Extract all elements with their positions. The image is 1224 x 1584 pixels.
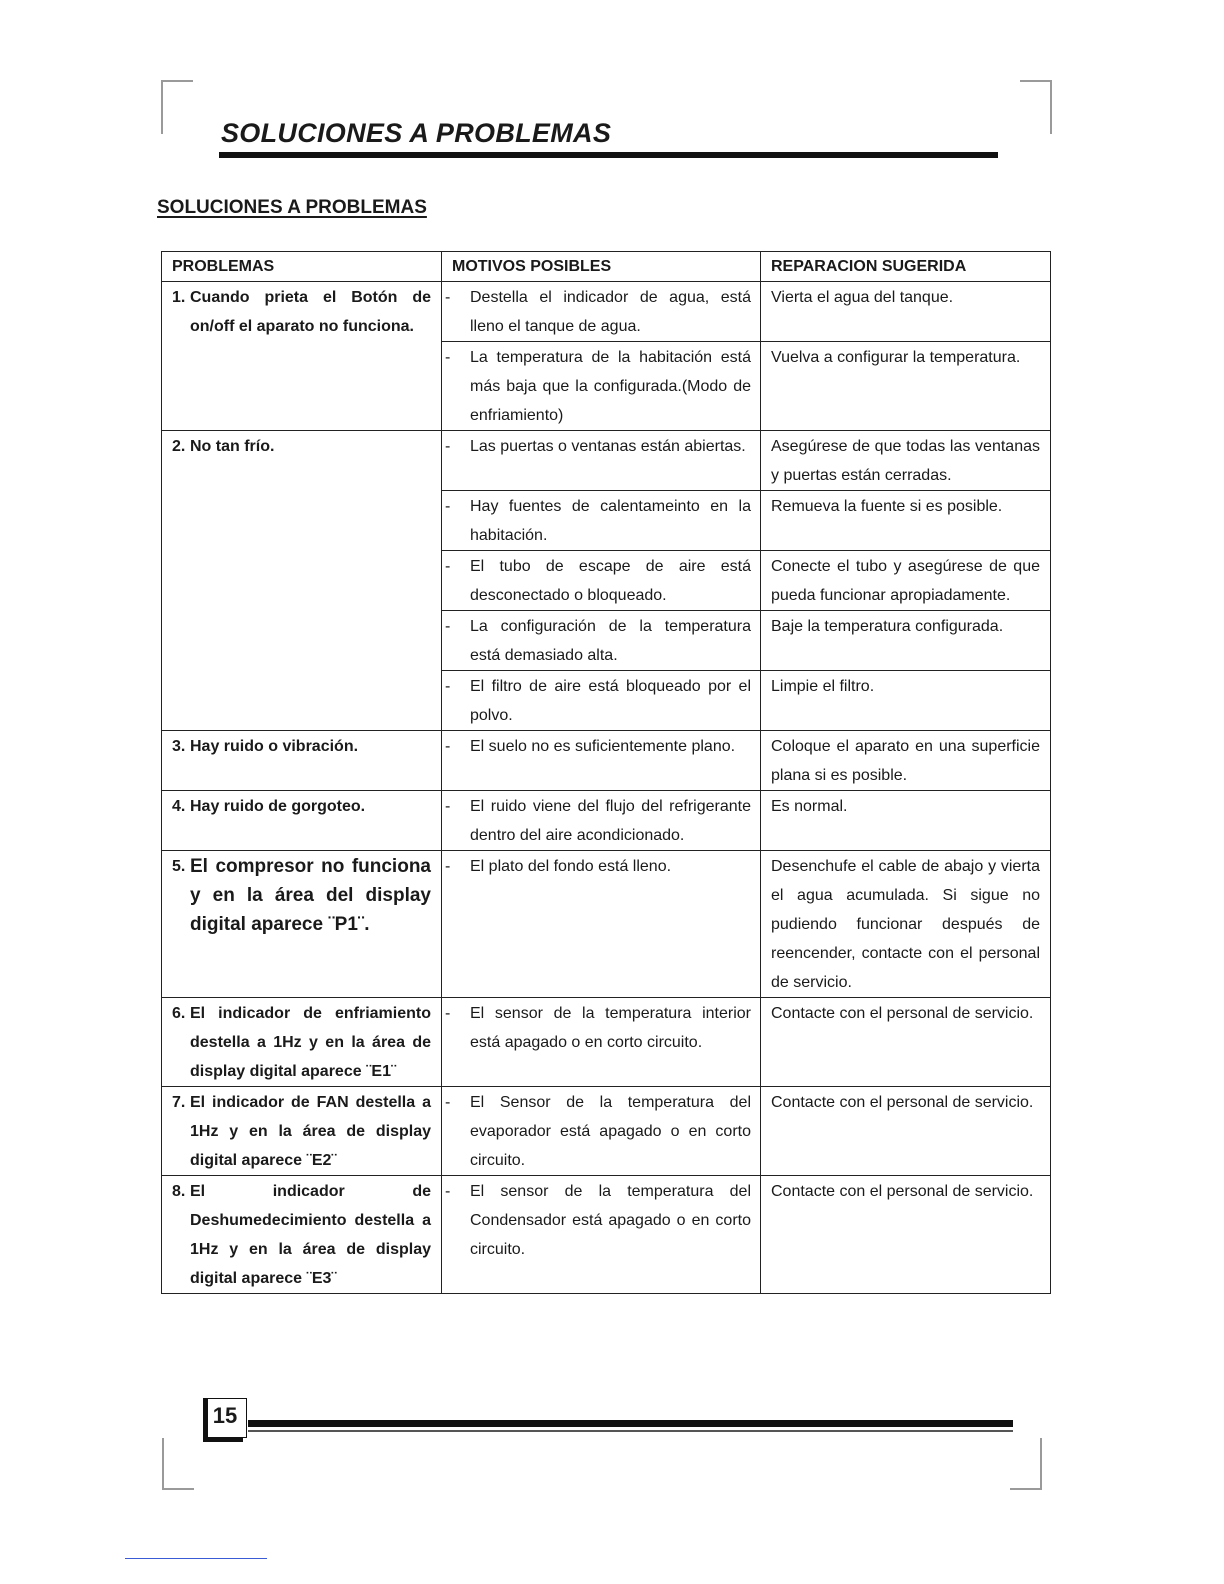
repair-cell: Contacte con el personal de servicio. [761,998,1051,1087]
repair-cell: Contacte con el personal de servicio. [761,1176,1051,1294]
problem-number: 2. [172,438,186,455]
cause-cell: - El Sensor de la temperatura del evaporador está apagado o en corto circuito. [442,1087,761,1176]
cause-text: El Sensor de la temperatura del evaporador está apagado o en corto circuito. [470,1094,751,1169]
problem-text: El compresor no funciona y en la área del display digital aparece ¨P1¨. [190,856,431,935]
problem-number: 4. [172,798,186,815]
repair-cell: Remueva la fuente si es posible. [761,491,1051,551]
repair-cell: Vuelva a configurar la temperatura. [761,342,1051,431]
problem-text: El indicador de enfriamiento destella a 1Hz y en la área de display digital aparece ¨E1¨ [190,1005,431,1080]
problem-cell [162,1087,442,1176]
corner-mark-top-right [1020,80,1052,134]
problem-cell [162,1176,442,1294]
table-row [162,791,1051,851]
header-suggested-repair: REPARACION SUGERIDA [761,252,1051,282]
problem-text: El indicador de Deshumedecimiento destella a 1Hz y en la área de display digital aparece ¨E3¨ [190,1183,431,1287]
problem-number: 1. [172,289,186,306]
troubleshooting-table [161,251,1051,1294]
corner-mark-bottom-left [162,1438,194,1490]
page-number: 15 [203,1398,243,1442]
table-row [162,998,1051,1087]
corner-mark-top-left [161,80,193,134]
cause-cell: - El plato del fondo está lleno. [442,851,761,998]
cause-text: Las puertas o ventanas están abiertas. [470,438,746,455]
page-header-title: SOLUCIONES A PROBLEMAS [221,118,612,148]
repair-cell: Vierta el agua del tanque. [761,282,1051,342]
problem-cell [162,998,442,1087]
cause-cell: - El sensor de la temperatura interior está apagado o en corto circuito. [442,998,761,1087]
cause-cell: - El suelo no es suficientemente plano. [442,731,761,791]
repair-cell: Coloque el aparato en una superficie plana si es posible. [761,731,1051,791]
cause-text: El suelo no es suficientemente plano. [470,738,736,755]
header-rule [219,152,998,158]
table-header-row [162,252,1051,282]
cause-cell: - Hay fuentes de calentameinto en la habitación. [442,491,761,551]
repair-cell: Limpie el filtro. [761,671,1051,731]
footer-thin-rule [248,1430,1013,1432]
cause-cell: - El tubo de escape de aire está desconectado o bloqueado. [442,551,761,611]
repair-cell: Es normal. [761,791,1051,851]
cause-text: Hay fuentes de calentameinto en la habitación. [470,498,751,544]
cause-text: El sensor de la temperatura del Condensador está apagado o en corto circuito. [470,1183,751,1258]
problem-number: 6. [172,1005,186,1022]
problem-text: Hay ruido o vibración. [190,738,359,755]
cause-text: El tubo de escape de aire está desconectado o bloqueado. [470,558,751,604]
header-possible-causes: MOTIVOS POSIBLES [442,252,761,282]
problem-number: 7. [172,1094,186,1111]
problem-text: El indicador de FAN destella a 1Hz y en la área de display digital aparece ¨E2¨ [190,1094,431,1169]
cause-cell: - Las puertas o ventanas están abiertas. [442,431,761,491]
problem-text: Cuando prieta el Botón de on/off el aparato no funciona. [190,289,431,335]
repair-cell: Asegúrese de que todas las ventanas y puertas están cerradas. [761,431,1051,491]
problem-number: 3. [172,738,186,755]
bottom-underline-mark [125,1558,267,1559]
cause-cell: - El sensor de la temperatura del Condensador está apagado o en corto circuito. [442,1176,761,1294]
problem-text: Hay ruido de gorgoteo. [190,798,366,815]
repair-cell: Conecte el tubo y asegúrese de que pueda funcionar apropiadamente. [761,551,1051,611]
problem-cell [162,791,442,851]
cause-text: El ruido viene del flujo del refrigerante dentro del aire acondicionado. [470,798,751,844]
cause-text: El plato del fondo está lleno. [470,858,672,875]
cause-text: El sensor de la temperatura interior está apagado o en corto circuito. [470,1005,751,1051]
section-title: SOLUCIONES A PROBLEMAS [157,197,427,218]
footer-rule [248,1420,1013,1427]
cause-cell: - Destella el indicador de agua, está lleno el tanque de agua. [442,282,761,342]
cause-text: La configuración de la temperatura está demasiado alta. [470,618,751,664]
header-problems: PROBLEMAS [162,252,442,282]
cause-cell: - El ruido viene del flujo del refrigerante dentro del aire acondicionado. [442,791,761,851]
table-row [162,431,1051,491]
cause-text: Destella el indicador de agua, está lleno el tanque de agua. [470,289,751,335]
table-row [162,851,1051,998]
table-row [162,1087,1051,1176]
table-row [162,282,1051,342]
repair-cell: Baje la temperatura configurada. [761,611,1051,671]
problem-cell [162,431,442,731]
cause-cell: - La configuración de la temperatura está demasiado alta. [442,611,761,671]
problem-text: No tan frío. [190,438,275,455]
table-row [162,731,1051,791]
cause-cell: - La temperatura de la habitación está más baja que la configurada.(Modo de enfriamiento) [442,342,761,431]
problem-cell [162,851,442,998]
cause-text: La temperatura de la habitación está más baja que la configurada.(Modo de enfriamiento) [470,349,751,424]
problem-cell [162,731,442,791]
corner-mark-bottom-right [1010,1438,1042,1490]
problem-number: 8. [172,1183,186,1200]
table-row [162,1176,1051,1294]
problem-cell [162,282,442,431]
cause-cell: - El filtro de aire está bloqueado por el polvo. [442,671,761,731]
cause-text: El filtro de aire está bloqueado por el polvo. [470,678,751,724]
repair-cell: Desenchufe el cable de abajo y vierta el agua acumulada. Si sigue no pudiendo funcionar después de reencender, contacte con el personal de servicio. [761,851,1051,998]
repair-cell: Contacte con el personal de servicio. [761,1087,1051,1176]
problem-number: 5. [172,858,186,875]
